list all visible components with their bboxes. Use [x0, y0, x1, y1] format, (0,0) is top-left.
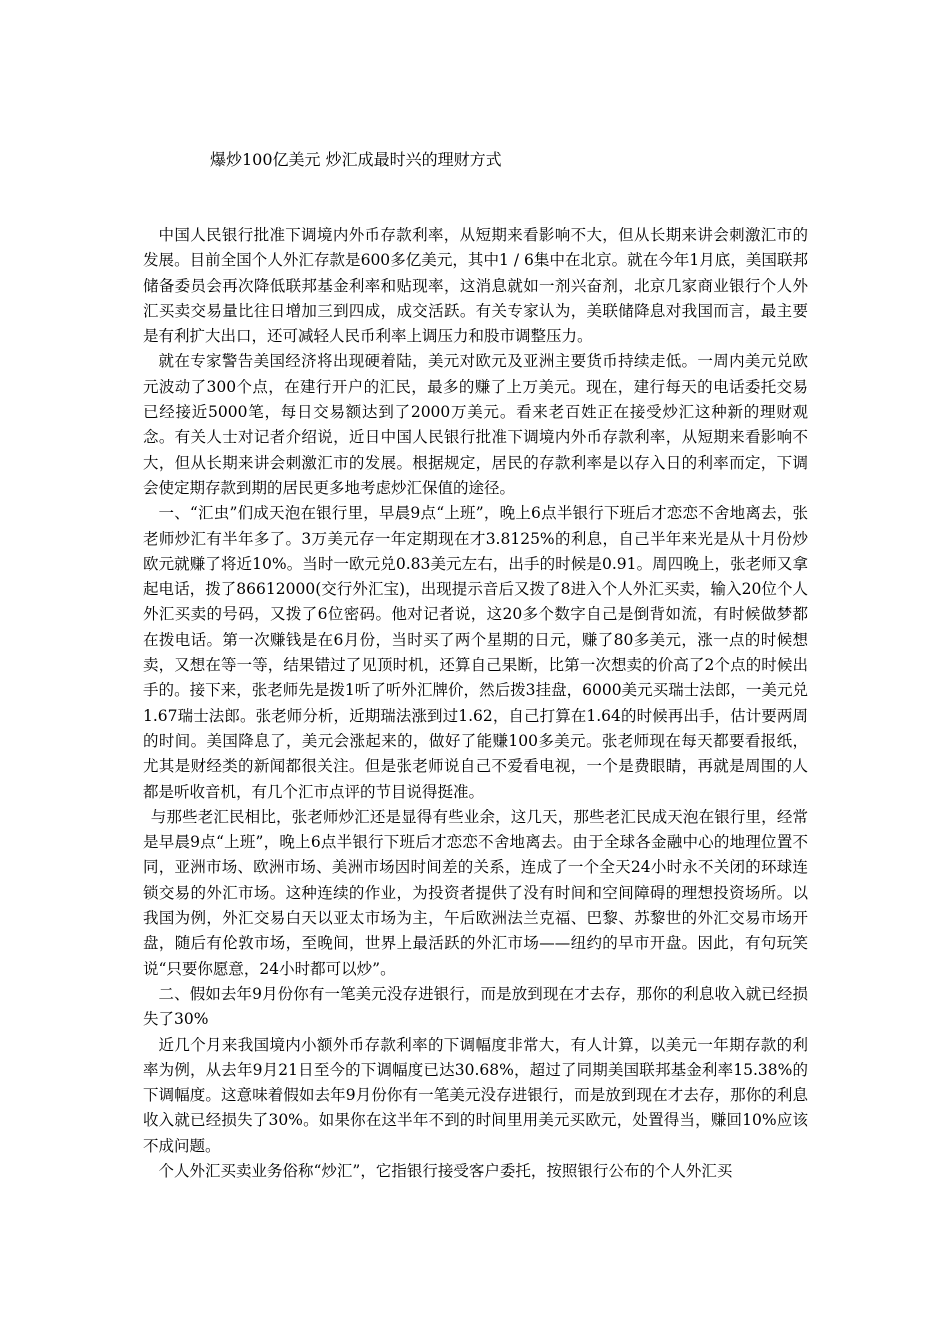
document-body — [143, 223, 808, 1184]
paragraph-1: 中国人民银行批准下调境内外币存款利率，从短期来看影响不大，但从长期来讲会刺激汇市的发展。目前全国个人外汇存款是600多亿美元，其中1 / 6集中在北京。就在今年1月底，美国联邦储备委员会再次降低联邦基金利率和贴现率，这消息就如一剂兴奋剂，北京几家商业银行个人外汇买卖交易量比往日增加三到四成，成交活跃。有关专家认为，美联储降息对我国而言，最主要是有利扩大出口，还可减轻人民币利率上调压力和股市调整压力。 — [143, 226, 808, 346]
paragraph-2: 就在专家警告美国经济将出现硬着陆，美元对欧元及亚洲主要货币持续走低。一周内美元兑欧元波动了300个点，在建行开户的汇民，最多的赚了上万美元。现在，建行每天的电话委托交易已经接近5000笔，每日交易额达到了2000万美元。看来老百姓正在接受炒汇这种新的理财观念。有关人士对记者介绍说，近日中国人民银行批准下调境内外币存款利率，从短期来看影响不大，但从长期来讲会刺激汇市的发展。根据规定，居民的存款利率是以存入日的利率而定，下调会使定期存款到期的居民更多地考虑炒汇保值的途径。 — [143, 352, 808, 497]
section-heading-2: 二、假如去年9月份你有一笔美元没存进银行，而是放到现在才去存，那你的利息收入就已经损失了30% — [143, 984, 808, 1029]
paragraph-4: 与那些老汇民相比，张老师炒汇还是显得有些业余，这几天，那些老汇民成天泡在银行里，经常是早晨9点“上班”，晚上6点半银行下班后才恋恋不舍地离去。由于全球各金融中心的地理位置不同，亚洲市场、欧洲市场、美洲市场因时间差的关系，连成了一个全天24小时永不关闭的环球连锁交易的外汇市场。这种连续的作业，为投资者提供了没有时间和空间障碍的理想投资场所。以我国为例，外汇交易白天以亚太市场为主，午后欧洲法兰克福、巴黎、苏黎世的外汇交易市场开盘，随后有伦敦市场，至晚间，世界上最活跃的外汇市场——纽约的早市开盘。因此，有句玩笑说“只要你愿意，24小时都可以炒”。 — [143, 807, 808, 978]
paragraph-6: 个人外汇买卖业务俗称“炒汇”，它指银行接受客户委托，按照银行公布的个人外汇买 — [158, 1161, 733, 1180]
document-title: 爆炒100亿美元 炒汇成最时兴的理财方式 — [210, 150, 502, 169]
paragraph-5: 近几个月来我国境内小额外币存款利率的下调幅度非常大，有人计算，以美元一年期存款的利率为例，从去年9月21日至今的下调幅度已达30.68%，超过了同期美国联邦基金利率15.38%的下调幅度。这意味着假如去年9月份你有一笔美元没存进银行，而是放到现在才去存，那你的利息收入就已经损失了30%。如果你在这半年不到的时间里用美元买欧元，处置得当，赚回10%应该不成问题。 — [143, 1035, 808, 1155]
paragraph-3: 一、“汇虫”们成天泡在银行里，早晨9点“上班”，晚上6点半银行下班后才恋恋不舍地离去，张老师炒汇有半年多了。3万美元存一年定期现在才3.8125%的利息，自己半年来光是从十月份炒欧元就赚了将近10%。当时一欧元兑0.83美元左右，出手的时候是0.91。周四晚上，张老师又拿起电话，拨了86612000(交行外汇宝)，出现提示音后又拨了8进入个人外汇买卖，输入20位个人外汇买卖的号码，又拨了6位密码。他对记者说，这20多个数字自己是倒背如流，有时候做梦都在拨电话。第一次赚钱是在6月份，当时买了两个星期的日元，赚了80多美元，涨一点的时候想卖，又想在等一等，结果错过了见顶时机，还算自己果断，比第一次想卖的价高了2个点的时候出手的。接下来，张老师先是拨1听了听外汇牌价，然后拨3挂盘，6000美元买瑞士法郎，一美元兑1.67瑞士法郎。张老师分析，近期瑞法涨到过1.62，自己打算在1.64的时候再出手，估计要两周的时间。美国降息了，美元会涨起来的，做好了能赚100多美元。张老师现在每天都要看报纸，尤其是财经类的新闻都很关注。但是张老师说自己不爱看电视，一个是费眼睛，再就是周围的人都是听收音机，有几个汇市点评的节目说得挺准。 — [143, 504, 808, 801]
